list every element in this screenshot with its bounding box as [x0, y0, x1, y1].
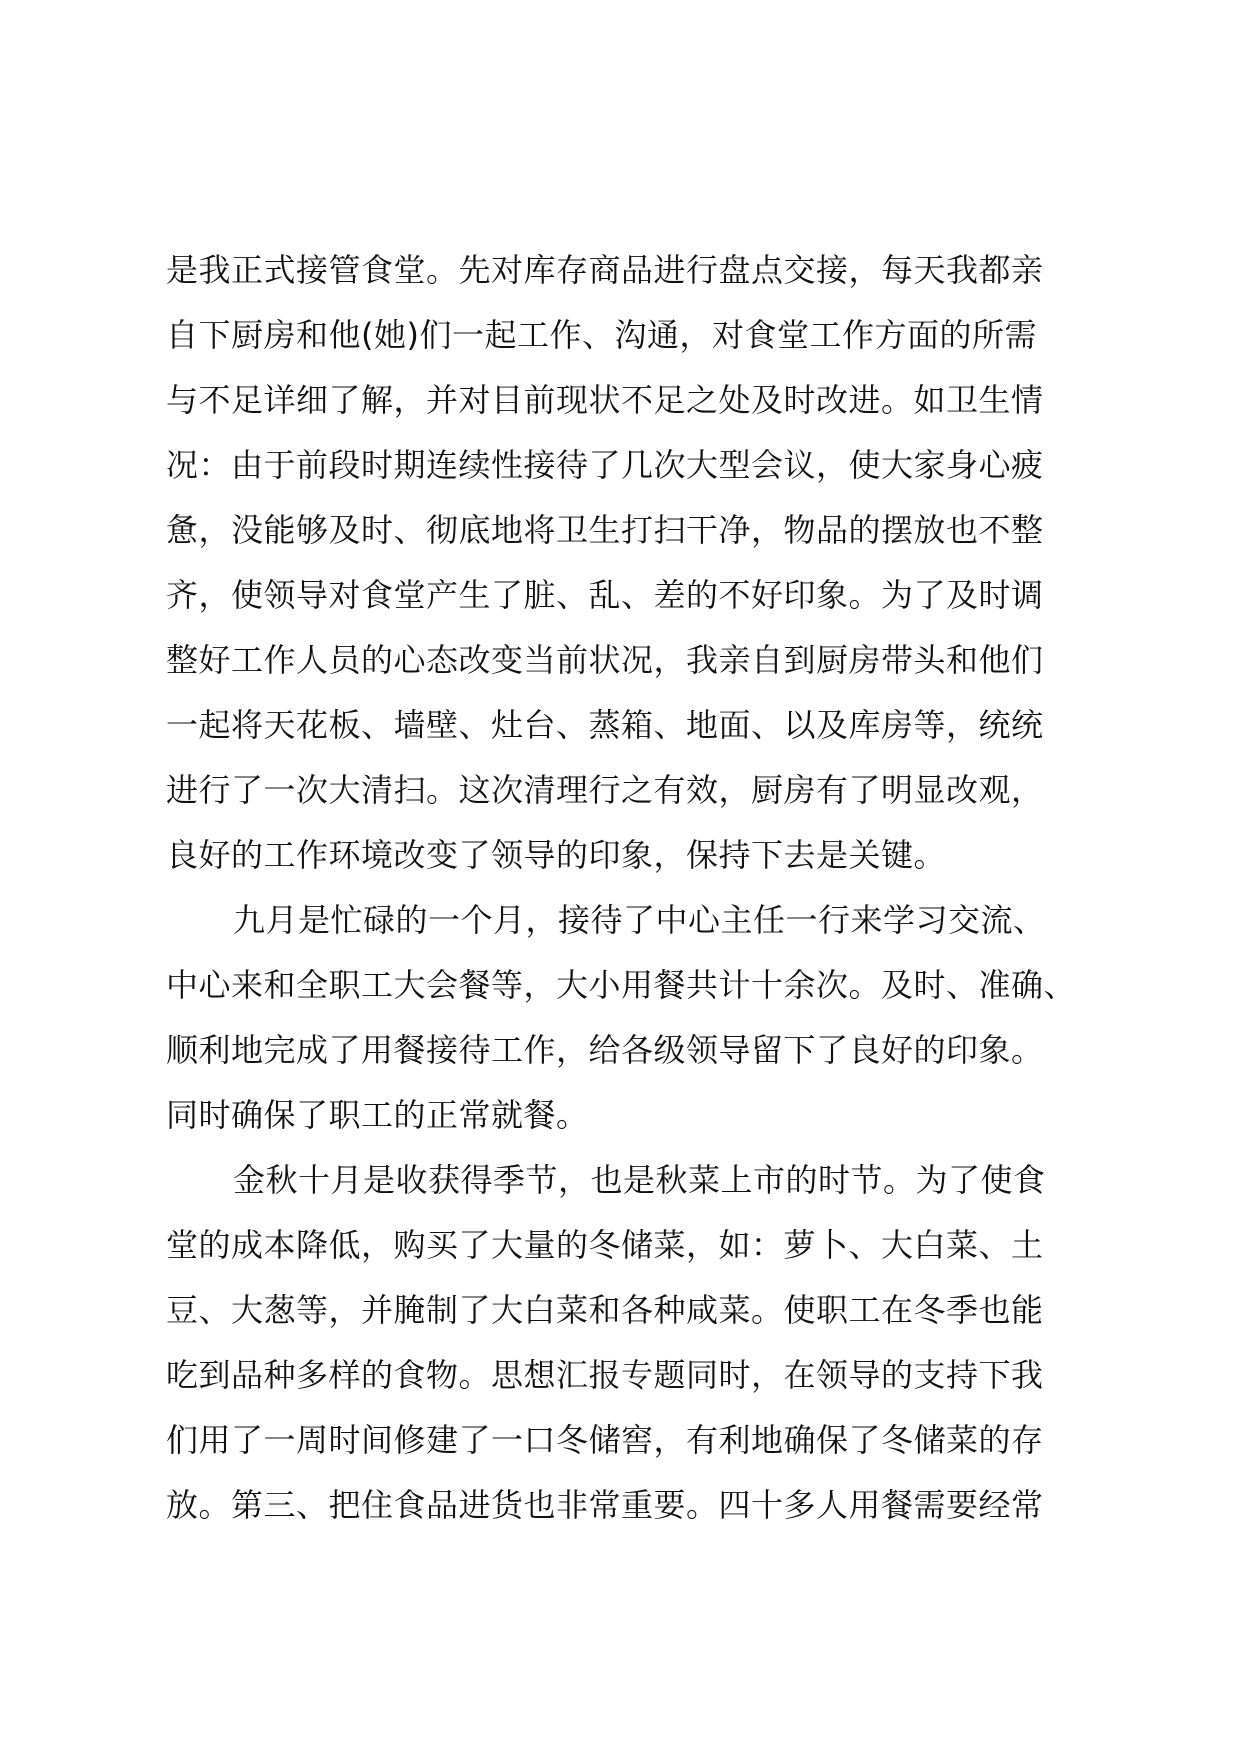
text-line: 中心来和全职工大会餐等，大小用餐共计十余次。及时、准确、 [166, 966, 1077, 1004]
body-text [166, 238, 1106, 1538]
text-line: 吃到品种多样的食物。思想汇报专题同时，在领导的支持下我 [166, 1356, 1044, 1394]
text-line: 是我正式接管食堂。先对库存商品进行盘点交接，每天我都亲 [166, 251, 1044, 289]
text-line: 一起将天花板、墙壁、灶台、蒸箱、地面、以及库房等，统统 [166, 706, 1044, 744]
text-line: 与不足详细了解，并对目前现状不足之处及时改进。如卫生情 [166, 381, 1044, 419]
text-line: 金秋十月是收获得季节，也是秋菜上市的时节。为了使食 [233, 1161, 1046, 1199]
text-line: 进行了一次大清扫。这次清理行之有效，厨房有了明显改观， [166, 771, 1044, 809]
text-line: 齐，使领导对食堂产生了脏、乱、差的不好印象。为了及时调 [166, 576, 1044, 614]
text-line: 良好的工作环境改变了领导的印象，保持下去是关键。 [166, 836, 947, 874]
text-line: 顺利地完成了用餐接待工作，给各级领导留下了良好的印象。 [166, 1031, 1044, 1069]
text-line: 九月是忙碌的一个月，接待了中心主任一行来学习交流、 [233, 901, 1046, 939]
text-line: 们用了一周时间修建了一口冬储窖，有利地确保了冬储菜的存 [166, 1421, 1044, 1459]
text-line: 整好工作人员的心态改变当前状况，我亲自到厨房带头和他们 [166, 641, 1044, 679]
text-line: 豆、大葱等，并腌制了大白菜和各种咸菜。使职工在冬季也能 [166, 1291, 1044, 1329]
text-line: 况：由于前段时期连续性接待了几次大型会议，使大家身心疲 [166, 446, 1044, 484]
text-line: 惫，没能够及时、彻底地将卫生打扫干净，物品的摆放也不整 [166, 511, 1044, 549]
text-line: 自下厨房和他(她)们一起工作、沟通，对食堂工作方面的所需 [166, 316, 1037, 354]
text-line: 堂的成本降低，购买了大量的冬储菜，如：萝卜、大白菜、土 [166, 1226, 1044, 1264]
text-line: 放。第三、把住食品进货也非常重要。四十多人用餐需要经常 [166, 1486, 1044, 1524]
text-line: 同时确保了职工的正常就餐。 [166, 1096, 589, 1134]
